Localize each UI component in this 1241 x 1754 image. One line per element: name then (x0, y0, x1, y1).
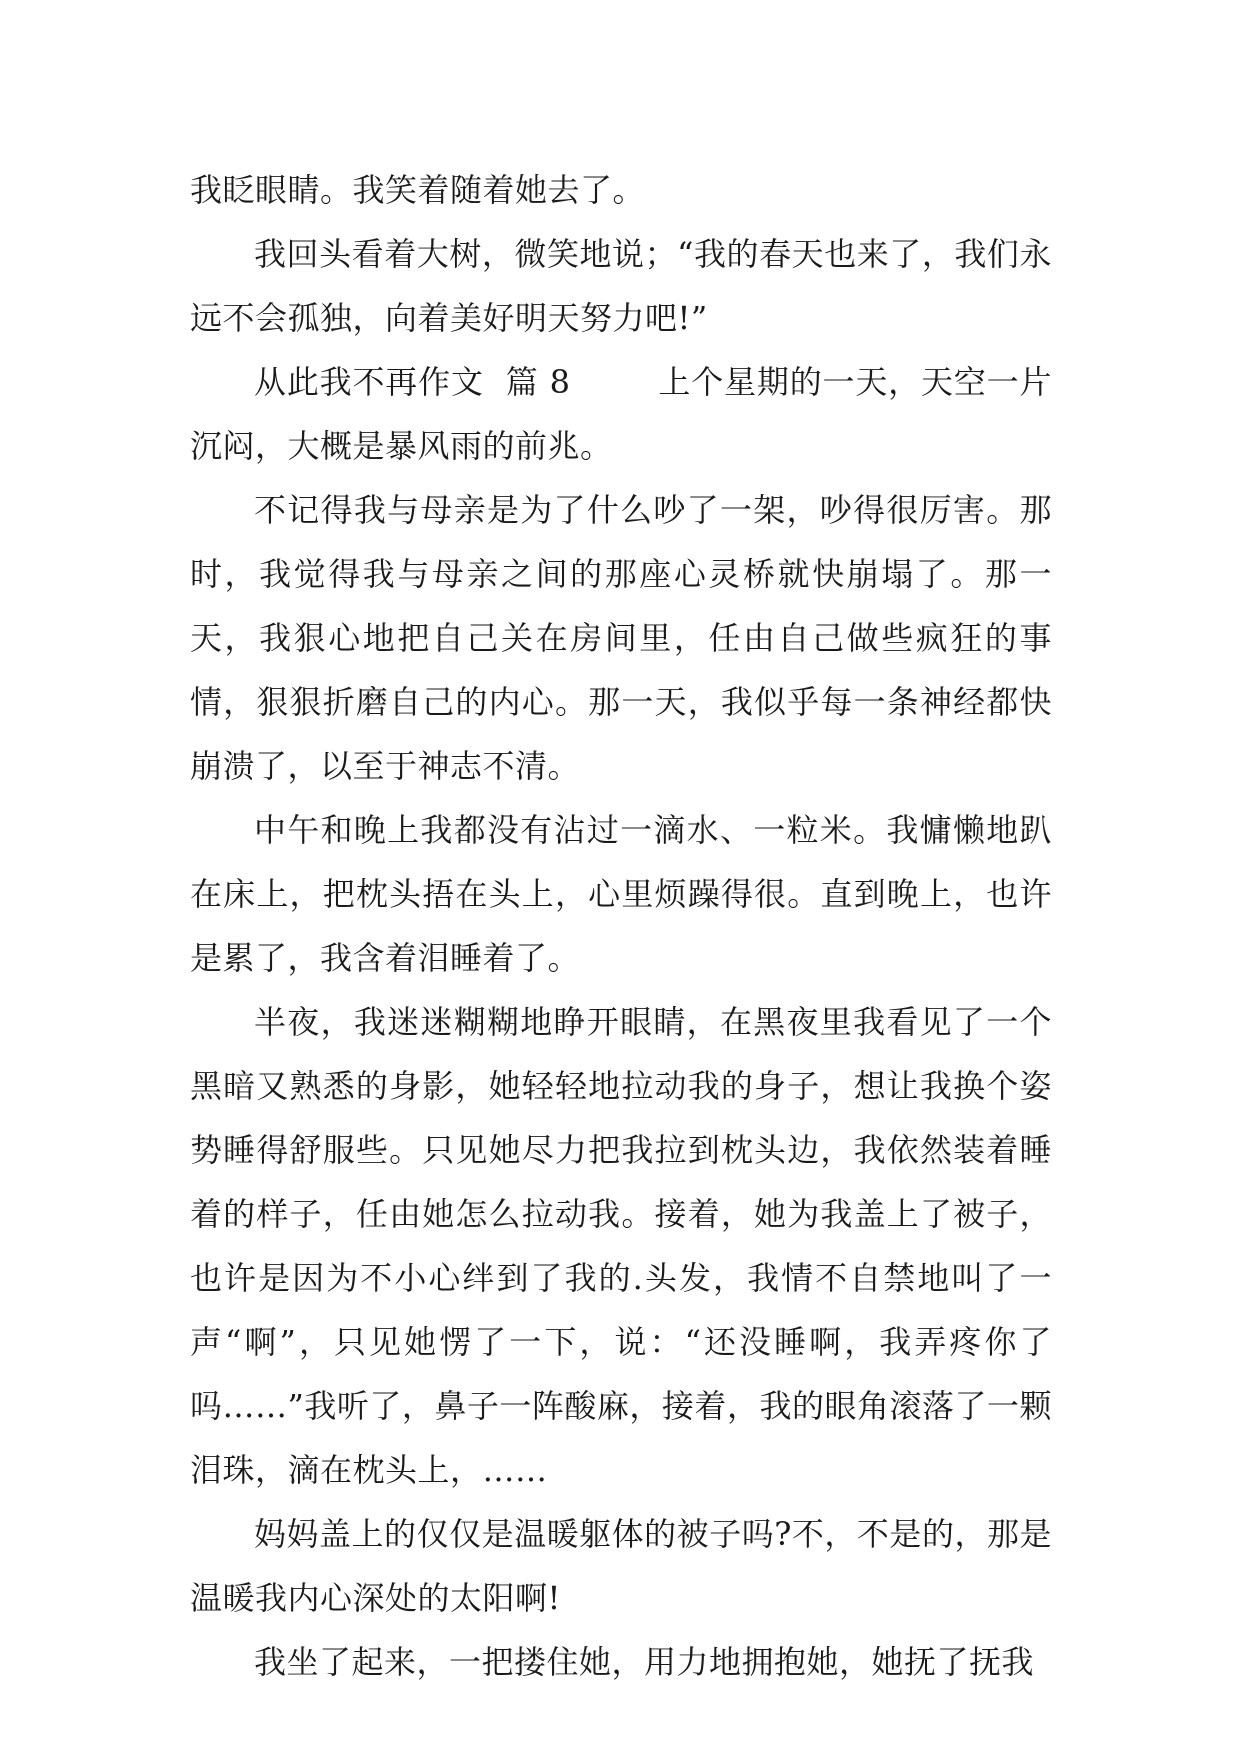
paragraph-6: 半夜，我迷迷糊糊地睁开眼睛，在黑夜里我看见了一个黑暗又熟悉的身影，她轻轻地拉动我的身子，想让我换个姿势睡得舒服些。只见她尽力把我拉到枕头边，我依然装着睡着的样子，任由她怎么拉动我。接着，她为我盖上了被子，也许是因为不小心绊到了我的.头发，我情不自禁地叫了一声“啊”，只见她愣了一下，说：“还没睡啊，我弄疼你了吗……”我听了，鼻子一阵酸麻，接着，我的眼角滚落了一颗泪珠，滴在枕头上，…… (190, 1003, 1052, 1489)
paragraph-5: 中午和晚上我都没有沾过一滴水、一粒米。我慵懒地趴在床上，把枕头捂在头上，心里烦躁得很。直到晚上，也许是累了，我含着泪睡着了。 (190, 811, 1052, 977)
paragraph-3: 从此我不再作文 篇 8 上个星期的一天，天空一片沉闷，大概是暴风雨的前兆。 (190, 363, 1052, 465)
document-body (190, 158, 1052, 1694)
paragraph-8: 我坐了起来，一把搂住她，用力地拥抱她，她抚了抚我 (254, 1643, 1035, 1681)
paragraph-4: 不记得我与母亲是为了什么吵了一架，吵得很厉害。那时，我觉得我与母亲之间的那座心灵桥就快崩塌了。那一天，我狠心地把自己关在房间里，任由自己做些疯狂的事情，狠狠折磨自己的内心。那一天，我似乎每一条神经都快崩溃了，以至于神志不清。 (190, 491, 1052, 785)
paragraph-1: 我眨眼睛。我笑着随着她去了。 (190, 171, 646, 209)
paragraph-7: 妈妈盖上的仅仅是温暖躯体的被子吗?不，不是的，那是温暖我内心深处的太阳啊! (190, 1515, 1052, 1617)
paragraph-2: 我回头看着大树，微笑地说；“我的春天也来了，我们永远不会孤独，向着美好明天努力吧!” (190, 235, 1052, 337)
